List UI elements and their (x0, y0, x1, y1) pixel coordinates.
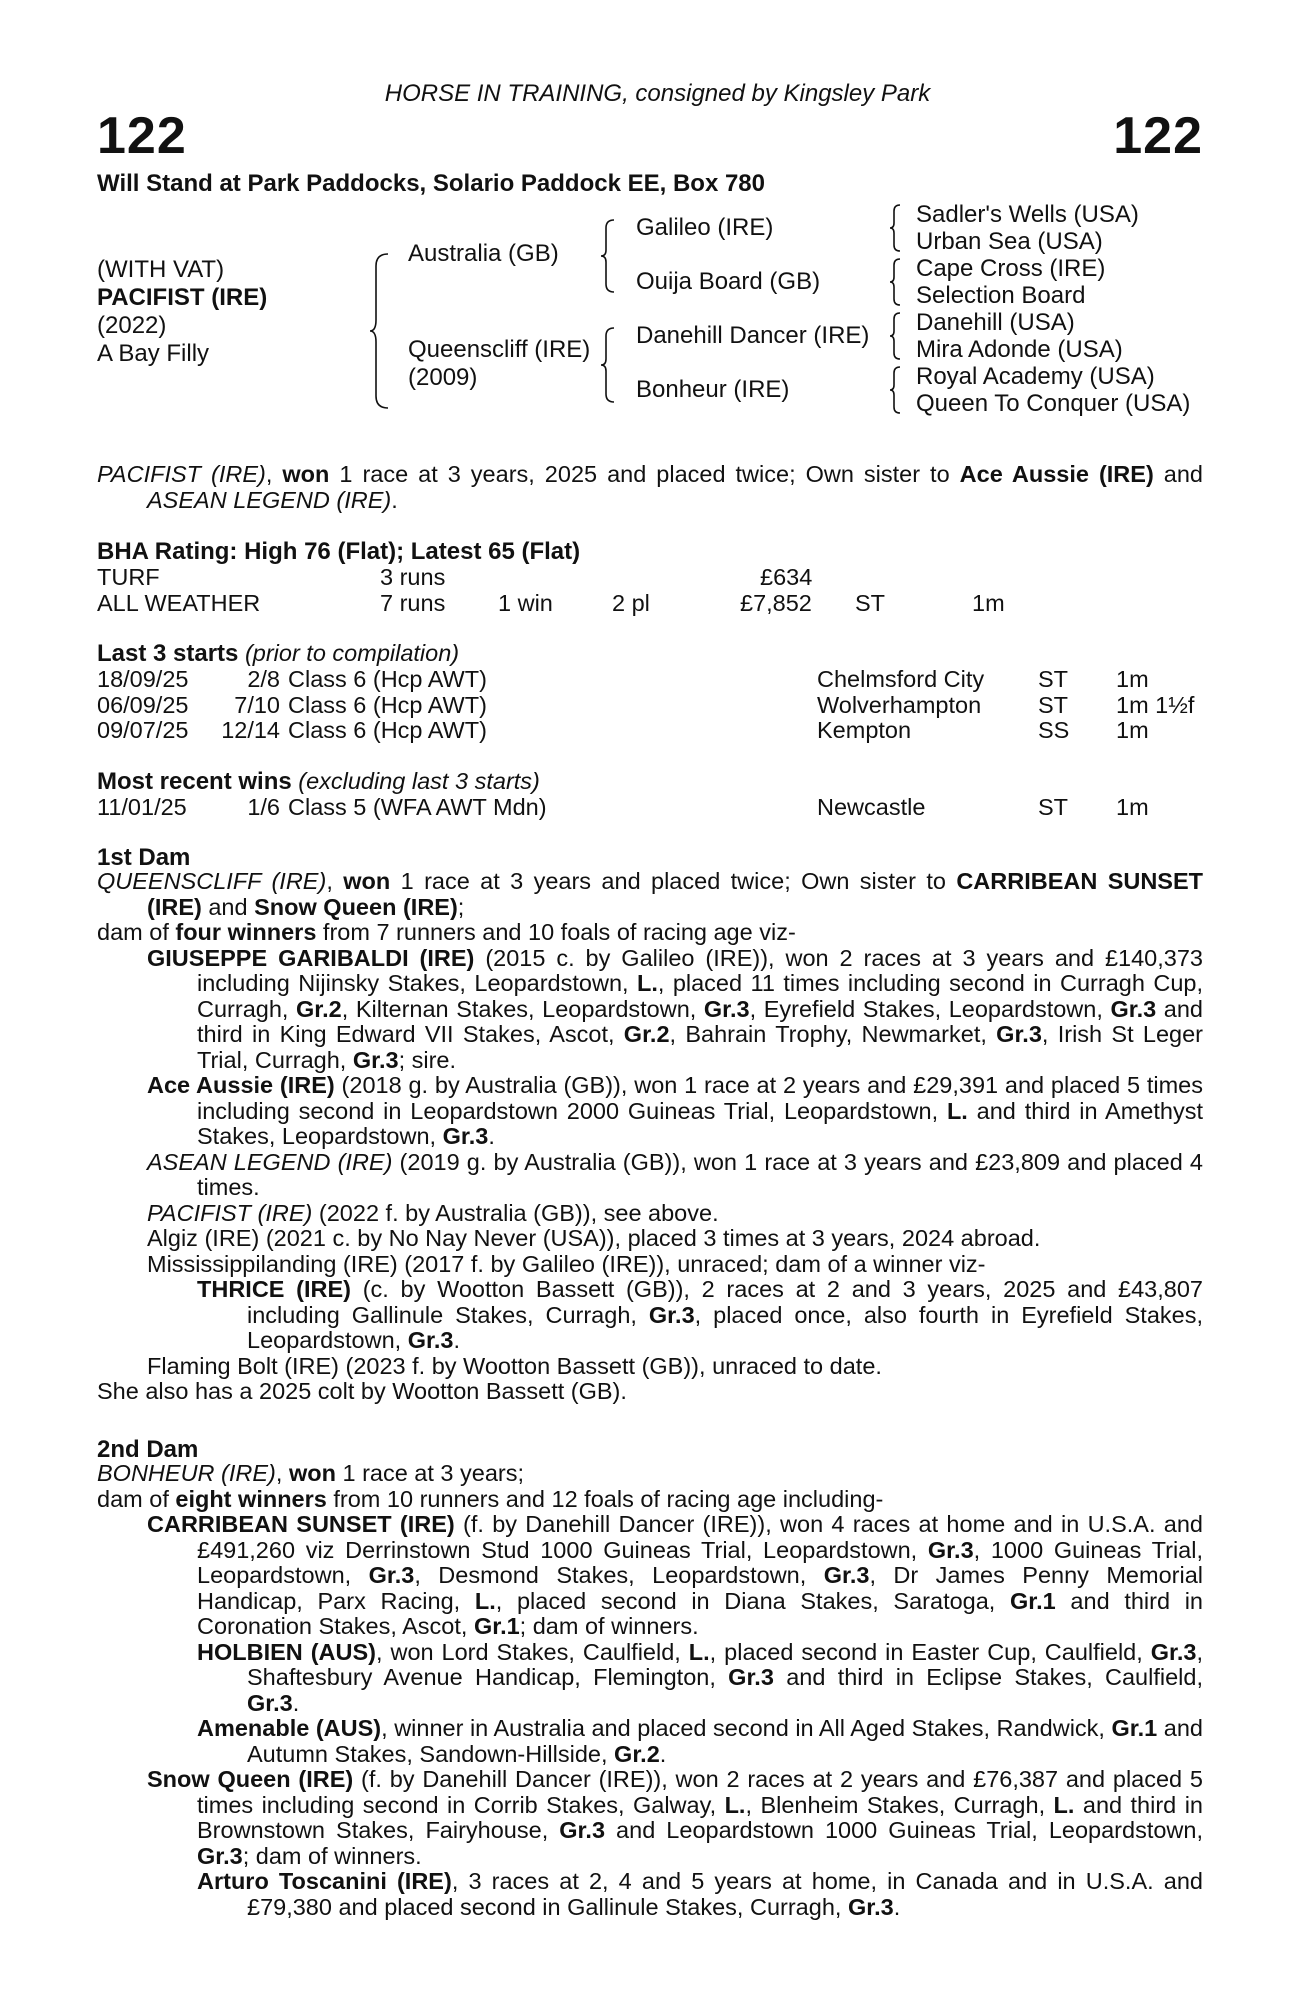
last3-date: 09/07/25 (97, 717, 189, 743)
last3-date: 06/09/25 (97, 691, 189, 718)
horse-year: (2022) (97, 312, 167, 339)
aw-surface: ST (855, 590, 886, 616)
pedigree-sire-sire: Galileo (IRE) (636, 214, 774, 241)
pedigree-dam-sire: Danehill Dancer (IRE) (636, 322, 870, 349)
grand-progeny-1: THRICE (IRE) (c. by Wootton Bassett (GB)), 2 races at 2 and 3 years, 2025 and £43,807 including Gallinule Stakes, Curragh, Gr.3, placed once, also fourth in Eyrefield Stakes, Leopardstown, Gr.3. (197, 1276, 1204, 1353)
gg-4: Selection Board (916, 282, 1086, 309)
brace-g2 (890, 257, 902, 307)
gg-5: Danehill (USA) (916, 309, 1075, 336)
last3-surface: SS (1038, 717, 1070, 743)
vat-note: (WITH VAT) (97, 256, 225, 283)
recent-wins-heading: Most recent wins (excluding last 3 starts) (97, 768, 540, 795)
last3-surface: ST (1038, 666, 1069, 692)
gg-3: Cape Cross (IRE) (916, 255, 1106, 282)
turf-money: £634 (760, 564, 813, 590)
gg-2: Urban Sea (USA) (916, 228, 1103, 255)
lot-number-left: 122 (97, 107, 187, 165)
pedigree-dam-dam: Bonheur (IRE) (636, 376, 790, 403)
last3-class: Class 6 (Hcp AWT) (288, 717, 487, 743)
horse-description: A Bay Filly (97, 340, 210, 367)
progeny-1: GIUSEPPE GARIBALDI (IRE) (2015 c. by Galileo (IRE)), won 2 races at 3 years and £140,373 including Nijinsky Stakes, Leopardstown, L., placed 11 times including second in Curragh Cup, Curragh, Gr.2, Kilternan Stakes, Leopardstown, Gr.3, Eyrefield Stakes, Leopardstown, Gr.3 and third in King Edward VII Stakes, Ascot, Gr.2, Bahrain Trophy, Newmarket, Gr.3, Irish St Leger Trial, Curragh, Gr.3; sire. (147, 944, 1203, 1073)
pedigree-brace-sire (602, 218, 616, 294)
last3-class: Class 6 (Hcp AWT) (288, 666, 487, 692)
first-dam-title: 1st Dam (97, 844, 191, 871)
second-dam-section: BONHEUR (IRE), won 1 race at 3 years; dam of eight winners from 10 runners and 12 foals of racing age including- CARRIBEAN SUNSET (IRE) (f. by Danehill Dancer (IRE)), won 4 races at home and in U.S.A. and £491,260 viz Derrinstown Stud 1000 Guineas Trial, Leopardstown, Gr.3, 1000 Guineas Trial, Leopardstown, Gr.3, Desmond Stakes, Leopardstown, Gr.3, Dr James Penny Memorial Handicap, Parx Racing, L., placed second in Diana Stakes, Saratoga, Gr.1 and third in Coronation Stakes, Ascot, Gr.1; dam of winners. HOLBIEN (AUS), won Lord Stakes, Caulfield, L., placed second in Easter Cup, Caulfield, Gr.3, Shaftesbury Avenue Handicap, Flemington, Gr.3 and third in Eclipse Stakes, Caulfield, Gr.3. Amenable (AUS), winner in Australia and placed second in All Aged Stakes, Randwick, Gr.1 and Autumn Stakes, Sandown-Hillside, Gr.2. Snow Queen (IRE) (f. by Danehill Dancer (IRE)), won 2 races at 2 years and £76,387 and placed 5 times including second in Corrib Stakes, Galway, L., Blenheim Stakes, Curragh, L. and third in Brownstown Stakes, Fairyhouse, Gr.3 and Leopardstown 1000 Guineas Trial, Leopardstown, Gr.3; dam of winners. Arturo Toscanini (IRE), 3 races at 2, 4 and 5 years at home, in Canada and in U.S.A. and £79,380 and placed second in Gallinule Stakes, Curragh, Gr.3. (97, 1460, 1204, 1920)
progeny-2: Ace Aussie (IRE) (2018 g. by Australia (GB)), won 1 race at 2 years and £29,391 and placed 5 times including second in Leopardstown 2000 Guineas Trial, Leopardstown, L. and third in Amethyst Stakes, Leopardstown, Gr.3. (147, 1072, 1204, 1149)
aw-label: ALL WEATHER (97, 590, 261, 616)
pedigree-brace-dam (602, 326, 616, 404)
aw-runs: 7 runs (380, 590, 446, 616)
recent-distance: 1m (1116, 794, 1149, 820)
recent-course: Newcastle (817, 794, 926, 820)
gg-6: Mira Adonde (USA) (916, 336, 1123, 363)
progeny-6: Mississippilanding (IRE) (2017 f. by Galileo (IRE)), unraced; dam of a winner viz- (147, 1250, 986, 1277)
dam2-grand-progeny-3: Arturo Toscanini (IRE), 3 races at 2, 4 and 5 years at home, in Canada and in U.S.A. and £79,380 and placed second in Gallinule Stakes, Curragh, Gr.3. (197, 1868, 1203, 1920)
brace-g4 (890, 365, 902, 415)
last3-pos: 12/14 (221, 717, 280, 743)
last3-course: Wolverhampton (817, 691, 982, 718)
catalogue-header: HORSE IN TRAINING, consigned by Kingsley Park (384, 80, 931, 107)
pedigree-great-grandparents (916, 201, 1190, 417)
lot-number-right: 122 (1113, 107, 1203, 165)
progeny-5: Algiz (IRE) (2021 c. by No Nay Never (USA)), placed 3 times at 3 years, 2024 abroad. (147, 1225, 1041, 1251)
brace-g3 (890, 311, 902, 361)
last3-dist: 1m (1116, 717, 1149, 743)
first-dam-section: QUEENSCLIFF (IRE), won 1 race at 3 years and placed twice; Own sister to CARRIBEAN SUNSET (IRE) and Snow Queen (IRE); dam of four winners from 7 runners and 10 foals of racing age viz- GIUSEPPE GARIBALDI (IRE) (2015 c. by Galileo (IRE)), won 2 races at 3 years and £140,373 including Nijinsky Stakes, Leopardstown, L., placed 11 times including second in Curragh Cup, Curragh, Gr.2, Kilternan Stakes, Leopardstown, Gr.3, Eyrefield Stakes, Leopardstown, Gr.3 and third in King Edward VII Stakes, Ascot, Gr.2, Bahrain Trophy, Newmarket, Gr.3, Irish St Leger Trial, Curragh, Gr.3; sire. Ace Aussie (IRE) (2018 g. by Australia (GB)), won 1 race at 2 years and £29,391 and placed 5 times including second in Leopardstown 2000 Guineas Trial, Leopardstown, L. and third in Amethyst Stakes, Leopardstown, Gr.3. ASEAN LEGEND (IRE) (2019 g. by Australia (GB)), won 1 race at 3 years and £23,809 and placed 4 times. PACIFIST (IRE) (2022 f. by Australia (GB)), see above. Algiz (IRE) (2021 c. by No Nay Never (USA)), placed 3 times at 3 years, 2024 abroad. Mississippilanding (IRE) (2017 f. by Galileo (IRE)), unraced; dam of a winner viz- THRICE (IRE) (c. by Wootton Bassett (GB)), 2 races at 2 and 3 years, 2025 and £43,807 including Gallinule Stakes, Curragh, Gr.3, placed once, also fourth in Eyrefield Stakes, Leopardstown, Gr.3. Flaming Bolt (IRE) (2023 f. by Wootton Bassett (GB)), unraced to date. She also has a 2025 colt by Wootton Bassett (GB). (97, 868, 1204, 1404)
last3-date: 18/09/25 (97, 666, 189, 692)
summary-sibling-2: ASEAN LEGEND (IRE) (147, 486, 392, 513)
pedigree-brace-main (372, 252, 392, 410)
aw-wins: 1 win (498, 590, 553, 616)
last3-heading: Last 3 starts (prior to compilation) (97, 640, 460, 667)
race-summary: PACIFIST (IRE), won 1 race at 3 years, 2025 and placed twice; Own sister to Ace Aussie (IRE) and ASEAN LEGEND (IRE). (97, 461, 1203, 513)
horse-identity (97, 256, 267, 368)
aw-money: £7,852 (740, 590, 812, 616)
progeny-3: ASEAN LEGEND (IRE) (2019 g. by Australia (GB)), won 1 race at 3 years and £23,809 and placed 4 times. (147, 1148, 1203, 1200)
pedigree-sire-dam: Ouija Board (GB) (636, 268, 821, 295)
progeny-7: Flaming Bolt (IRE) (2023 f. by Wootton Bassett (GB)), unraced to date. (147, 1352, 882, 1379)
last3-dist: 1m 1½f (1116, 691, 1195, 718)
last3-course: Chelmsford City (817, 666, 985, 692)
dam2-progeny-2: Snow Queen (IRE) (f. by Danehill Dancer (IRE)), won 2 races at 2 years and £76,387 and placed 5 times including second in Corrib Stakes, Galway, L., Blenheim Stakes, Curragh, L. and third in Brownstown Stakes, Fairyhouse, Gr.3 and Leopardstown 1000 Guineas Trial, Leopardstown, Gr.3; dam of winners. (147, 1766, 1203, 1869)
gg-1: Sadler's Wells (USA) (916, 201, 1139, 228)
bha-rating-title: BHA Rating: High 76 (Flat); Latest 65 (Flat) (97, 538, 581, 565)
dam-note: She also has a 2025 colt by Wootton Bassett (GB). (97, 1378, 627, 1404)
last3-surface: ST (1038, 691, 1069, 718)
horse-name: PACIFIST (IRE) (97, 284, 268, 311)
pedigree-dam: Queenscliff (IRE) (408, 336, 591, 363)
pedigree-dam-year: (2009) (408, 364, 478, 391)
recent-surface: ST (1038, 794, 1069, 820)
summary-sibling-1: Ace Aussie (IRE) (959, 461, 1154, 487)
dam2-grand-progeny-1: HOLBIEN (AUS), won Lord Stakes, Caulfield, L., placed second in Easter Cup, Caulfield, Gr.3, Shaftesbury Avenue Handicap, Flemington, Gr.3 and third in Eclipse Stakes, Caulfield, Gr.3. (197, 1638, 1204, 1716)
turf-runs: 3 runs (380, 564, 446, 590)
aw-distance: 1m (972, 590, 1005, 616)
progeny-4: PACIFIST (IRE) (2022 f. by Australia (GB)), see above. (147, 1199, 719, 1226)
pedigree-sire: Australia (GB) (408, 240, 559, 267)
dam2-grand-progeny-2: Amenable (AUS), winner in Australia and placed second in All Aged Stakes, Randwick, Gr.1 and Autumn Stakes, Sandown-Hillside, Gr.2. (197, 1715, 1203, 1767)
stabling-info: Will Stand at Park Paddocks, Solario Paddock EE, Box 780 (97, 170, 766, 197)
last3-pos: 7/10 (234, 691, 280, 718)
last3-dist: 1m (1116, 666, 1149, 692)
gg-8: Queen To Conquer (USA) (916, 390, 1191, 417)
gg-7: Royal Academy (USA) (916, 363, 1155, 390)
recent-date: 11/01/25 (97, 794, 187, 820)
aw-placed: 2 pl (612, 590, 650, 616)
summary-horse-name: PACIFIST (IRE) (97, 461, 266, 487)
second-dam-title: 2nd Dam (97, 1436, 199, 1463)
brace-g1 (890, 203, 902, 253)
last3-class: Class 6 (Hcp AWT) (288, 691, 487, 718)
recent-pos: 1/6 (247, 794, 280, 820)
dam2-progeny-1: CARRIBEAN SUNSET (IRE) (f. by Danehill Dancer (IRE)), won 4 races at home and in U.S.A. and £491,260 viz Derrinstown Stud 1000 Guineas Trial, Leopardstown, Gr.3, 1000 Guineas Trial, Leopardstown, Gr.3, Desmond Stakes, Leopardstown, Gr.3, Dr James Penny Memorial Handicap, Parx Racing, L., placed second in Diana Stakes, Saratoga, Gr.1 and third in Coronation Stakes, Ascot, Gr.1; dam of winners. (147, 1511, 1203, 1639)
last3-pos: 2/8 (247, 666, 280, 692)
turf-label: TURF (97, 564, 160, 590)
last3-course: Kempton (817, 717, 912, 743)
recent-class: Class 5 (WFA AWT Mdn) (288, 794, 547, 820)
